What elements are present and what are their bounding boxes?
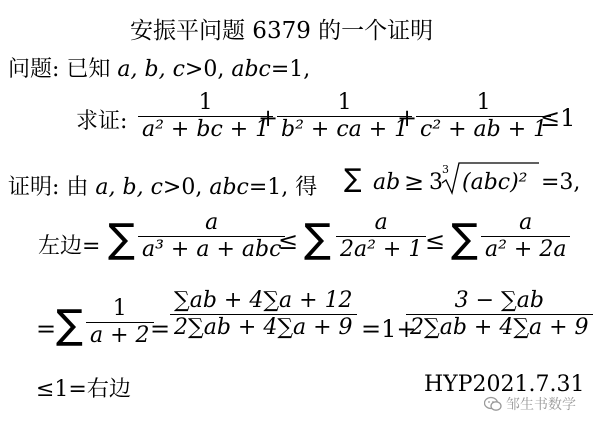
proof-abc: abc: [209, 175, 249, 200]
problem-cond1: >0,: [184, 57, 232, 82]
problem-cond2: =1,: [270, 57, 311, 82]
leq-sign: ≤: [425, 227, 446, 255]
sum-symbol: ∑: [304, 216, 331, 262]
proof-by: 由: [66, 175, 96, 200]
geq-sign: ≥: [404, 168, 425, 196]
proof-cond1: >0,: [162, 175, 210, 200]
fraction-denominator: 2∑ab + 4∑a + 9: [174, 315, 353, 340]
sum-symbol: ∑: [56, 302, 83, 348]
prove-label: 求证:: [76, 109, 128, 134]
sum-ab: ab: [373, 170, 401, 195]
watermark: [484, 394, 576, 414]
line4-fraction-2: [170, 288, 357, 341]
leq-one: ≤1: [540, 104, 576, 132]
root-index: 3: [442, 163, 449, 176]
fraction-denominator: b² + ca + 1: [281, 117, 409, 142]
page-title: 安振平问题 6379 的一个证明: [130, 18, 434, 44]
leq-sign: ≤: [278, 227, 299, 255]
equals-sign: =: [150, 315, 171, 343]
fraction-numerator: 1: [112, 296, 127, 321]
equals-sign: =: [36, 315, 57, 343]
fraction-denominator: a + 2: [90, 323, 150, 348]
fraction-numerator: a: [374, 210, 388, 235]
proof-cond2: =1, 得: [248, 175, 318, 200]
problem-vars: a, b, c: [117, 57, 185, 82]
prove-fraction-1: [138, 90, 273, 143]
conclusion-text: ≤1=右边: [36, 377, 131, 402]
radicand: (abc)²: [462, 170, 528, 195]
fraction-denominator: a² + 2a: [485, 237, 567, 262]
line3-fraction-3: [481, 210, 570, 263]
plus-sign: +: [397, 104, 418, 132]
fraction-numerator: 1: [337, 90, 352, 115]
problem-condition-pre: 已知: [66, 57, 118, 82]
equals-one-plus: =1+: [361, 315, 417, 343]
fraction-numerator: 3 − ∑ab: [454, 288, 544, 313]
proof-label: 证明:: [8, 175, 60, 200]
proof-result: =3,: [541, 170, 581, 195]
fraction-numerator: a: [205, 210, 219, 235]
line3-fraction-1: [138, 210, 285, 263]
fraction-numerator: a: [519, 210, 533, 235]
signature: HYP2021.7.31: [424, 372, 585, 397]
proof-line: [8, 170, 317, 201]
problem-line: [8, 52, 310, 83]
problem-abc: abc: [231, 57, 271, 82]
fraction-denominator: 2a² + 1: [340, 237, 423, 262]
plus-sign: +: [258, 104, 279, 132]
problem-label: 问题:: [8, 57, 60, 82]
lhs-label: 左边=: [38, 234, 101, 259]
sum-symbol: ∑: [108, 216, 135, 262]
line3-fraction-2: [336, 210, 426, 263]
watermark-text: 邹生书数学: [506, 397, 576, 413]
prove-fraction-3: [416, 90, 551, 143]
fraction-denominator: a³ + a + abc: [142, 237, 282, 262]
fraction-denominator: 2∑ab + 4∑a + 9: [410, 315, 589, 340]
fraction-denominator: a² + bc + 1: [142, 117, 270, 142]
fraction-numerator: ∑ab + 4∑a + 12: [174, 288, 353, 313]
proof-vars: a, b, c: [95, 175, 163, 200]
prove-fraction-2: [277, 90, 412, 143]
wechat-icon: [484, 396, 502, 412]
coefficient-three: 3: [429, 170, 443, 195]
fraction-denominator: c² + ab + 1: [420, 117, 548, 142]
fraction-numerator: 1: [476, 90, 491, 115]
sum-symbol: ∑: [451, 216, 478, 262]
sum-symbol: ∑: [344, 164, 362, 194]
line4-fraction-1: [86, 296, 154, 349]
line4-fraction-3: [406, 288, 593, 341]
fraction-numerator: 1: [198, 90, 213, 115]
